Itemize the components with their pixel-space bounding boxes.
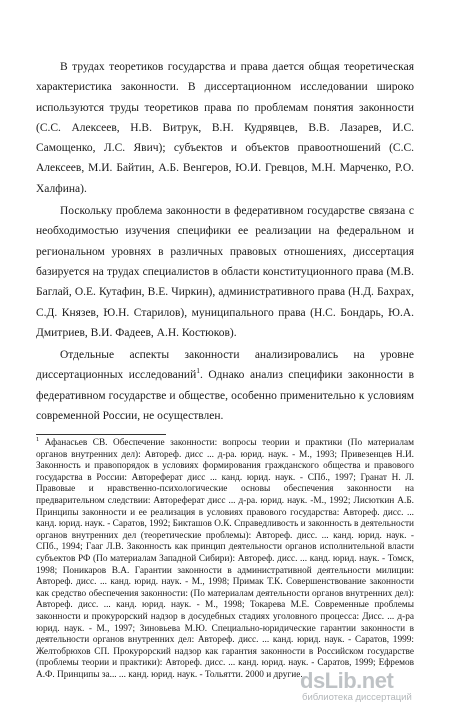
paragraph-2: Поскольку проблема законности в федеративном государстве связана с необходимостью изучения специфики ее реализации на федеральном и региональном уровнях в различных правовых отношениях, диссертация базируется на трудах специалистов в области конституционного права (М.В. Баглай, О.Е. Кутафин, В.Е. Чиркин), административного права (Н.Д. Бахрах, С.Д. Князев, Ю.Н. Старилов), муниципального права (Н.С. Бондарь, Ю.А. Дмитриев, В.И. Фадеев, А.Н. Костюков). bbox=[36, 205, 414, 339]
watermark-subtitle: библиотека диссертаций bbox=[302, 692, 412, 703]
watermark[interactable] bbox=[300, 668, 440, 704]
paragraph-1: В трудах теоретиков государства и права дается общая теоретическая характеристика законности. В диссертационном исследовании широко используются труды теоретиков права по проблемам понятия законности (С.С. Алексеев, Н.В. Витрук, В.Н. Кудрявцев, В.В. Лазарев, И.С. Самощенко, Л.С. Явич); субъектов и объектов правоотношений (С.С. Алексеев, М.И. Байтин, А.Б. Венгеров, Ю.И. Гревцов, М.Н. Марченко, Р.О. Халфина). bbox=[36, 61, 414, 195]
footnote-reference[interactable]: 1 bbox=[196, 366, 200, 376]
footnote-separator bbox=[36, 434, 166, 435]
paragraph-3-lead: Отдельные аспекты законности анализировались на уровне диссертационных исследований bbox=[36, 349, 414, 382]
main-text bbox=[36, 57, 414, 427]
footnote bbox=[36, 435, 414, 681]
watermark-logo: dsLib.net bbox=[300, 668, 394, 693]
footnote-number: 1 bbox=[36, 435, 40, 443]
paragraph-3-tail: . Однако анализ специфики законности в федеративном государстве и обществе, особенно применительно к условиям современной России, не осуществлен. bbox=[36, 369, 415, 423]
footnote-text: Афанасьев СВ. Обеспечение законности: вопросы теории и практики (По материалам органов внутренних дел): Автореф. дисс ... д-ра. юрид. наук. - М., 1993; Привезенцев Н.И. Законность и правопорядок в условиях формирования гражданского общества и правового государства в России: Автореферат дисс ... канд. юрид. наук. - СПб., 1997; Гранат Н. Л. Правовые и нравственно-психологические основы обеспечения законности на предварительном следствии: Автореферат дисс ... д-ра. юрид. наук. -М., 1992; Лисюткин А.Б. Принципы законности и ее реализация в условиях правового государства: Автореф. дисс. ... канд. юрид. наук. - Саратов, 1992; Бикташов О.К. Справедливость и законность в деятельности органов внутренних дел (теоретические проблемы): Автореф. дисс. ... канд. юрид. наук. - СПб., 1994; Гааг Л.В. Законность как принцип деятельности органов исполнительной власти субъектов РФ (По материалам Западной Сибири): Автореф. дисс. ... канд. юрид. наук. - Томск, 1998; Поникаров В.А. Гарантии законности в административной деятельности милиции: Автореф. дисс. ... канд. юрид. наук. - М., 1998; Примак Т.К. Совершенствование законности как средство обеспечения законности: (По материалам деятельности органов внутренних дел): Автореф. дисс. ... канд. юрид. наук. - М., 1998; Токарева М.Е. Современные проблемы законности и прокурорский надзор в досудебных стадиях уголовного процесса: Дисс. ... д-ра юрид. наук. - М., 1997; Зиновьева М.Ю. Специально-юридические гарантии законности в деятельности органов внутренних дел: Автореф. дисс. ... канд. юрид. наук. - Саратов, 1999: Желтобрюхов СП. Прокурорский надзор как гарантия законности в Российском государстве (проблемы теории и практики): Автореф. дисс. ... канд. юрид. наук. - Саратов, 1999; Ефремов А.Ф. Принципы за... ... канд. юрид. наук. - Тольятти. 2000 и другие. bbox=[36, 438, 414, 680]
paragraph-3 bbox=[36, 345, 414, 426]
